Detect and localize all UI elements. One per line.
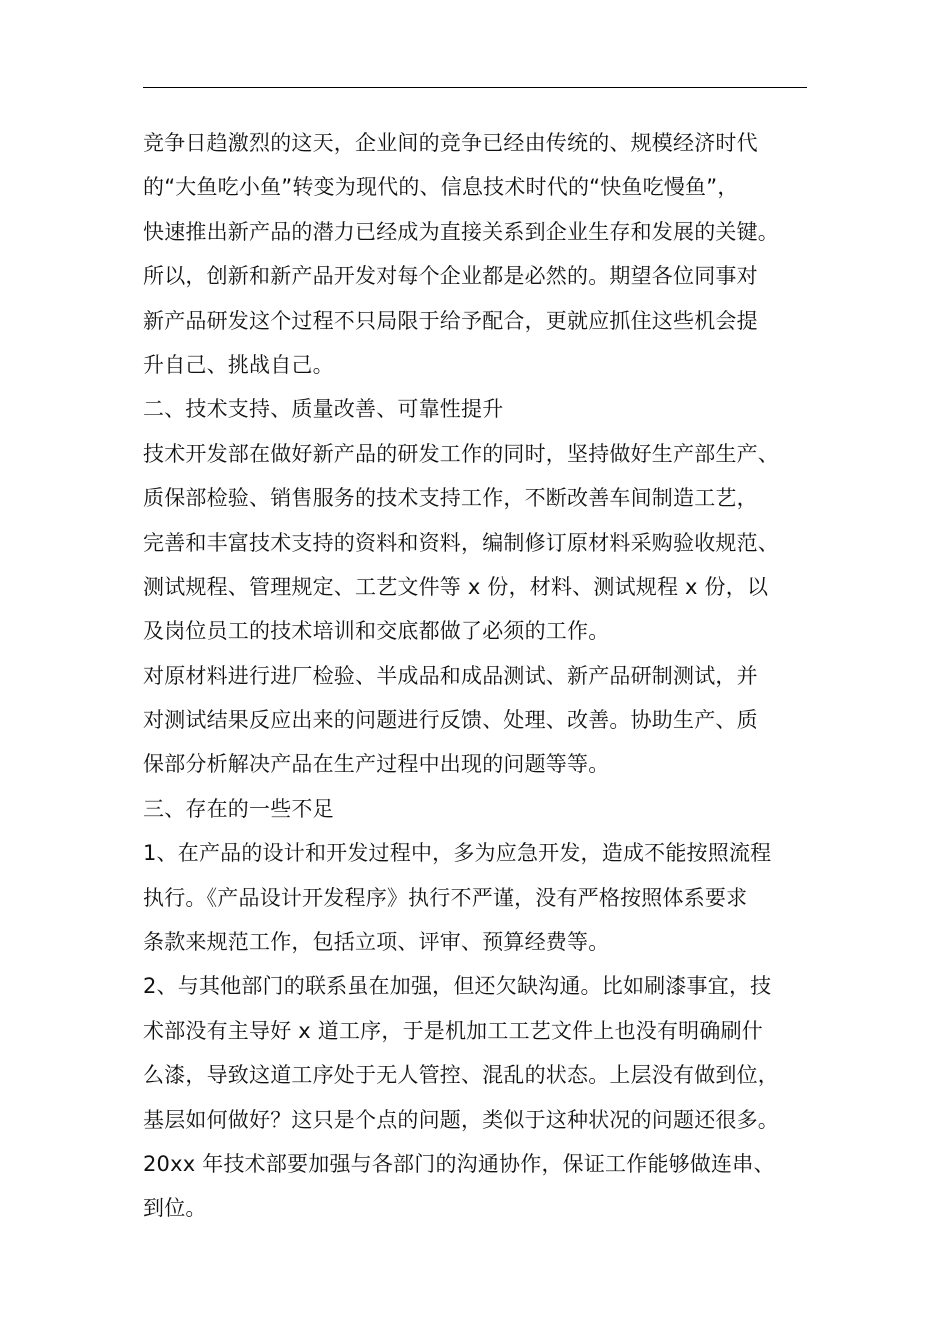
text-line: 测试规程、管理规定、工艺文件等 x 份，材料、测试规程 x 份，以 xyxy=(143,574,769,599)
body-text xyxy=(143,121,818,1231)
text-line: 条款来规范工作，包括立项、评审、预算经费等。 xyxy=(143,930,610,955)
text-line: 到位。 xyxy=(143,1196,207,1221)
text-line: 对原材料进行进厂检验、半成品和成品测试、新产品研制测试，并 xyxy=(143,663,758,688)
text-line: 快速推出新产品的潜力已经成为直接关系到企业生存和发展的关键。 xyxy=(143,219,779,244)
text-line: 的“大鱼吃小鱼”转变为现代的、信息技术时代的“快鱼吃慢鱼”， xyxy=(143,175,739,200)
text-line: 执行。《产品设计开发程序》执行不严谨，没有严格按照体系要求 xyxy=(143,885,748,910)
section-heading: 二、技术支持、质量改善、可靠性提升 xyxy=(143,397,504,422)
text-line: 及岗位员工的技术培训和交底都做了必须的工作。 xyxy=(143,619,610,644)
text-line: 所以，创新和新产品开发对每个企业都是必然的。期望各位同事对 xyxy=(143,264,758,289)
text-line: 么漆，导致这道工序处于无人管控、混乱的状态。上层没有做到位， xyxy=(143,1063,779,1088)
text-line: 1、在产品的设计和开发过程中，多为应急开发，造成不能按照流程 xyxy=(143,841,772,866)
text-line: 竞争日趋激烈的这天，企业间的竞争已经由传统的、规模经济时代 xyxy=(143,131,758,155)
text-line: 升自己、挑战自己。 xyxy=(143,352,334,377)
text-line: 术部没有主导好 x 道工序，于是机加工工艺文件上也没有明确刷什 xyxy=(143,1018,763,1043)
text-line: 新产品研发这个过程不只局限于给予配合，更就应抓住这些机会提 xyxy=(143,308,758,333)
text-line: 20xx 年技术部要加强与各部门的沟通协作，保证工作能够做连串、 xyxy=(143,1151,775,1176)
text-line: 2、与其他部门的联系虽在加强，但还欠缺沟通。比如刷漆事宜，技 xyxy=(143,974,772,999)
text-line: 技术开发部在做好新产品的研发工作的同时，坚持做好生产部生产、 xyxy=(143,441,779,466)
header-rule xyxy=(143,87,807,88)
text-line: 对测试结果反应出来的问题进行反馈、处理、改善。协助生产、质 xyxy=(143,708,758,733)
text-line: 完善和丰富技术支持的资料和资料，编制修订原材料采购验收规范、 xyxy=(143,530,779,555)
text-line: 基层如何做好？这只是个点的问题，类似于这种状况的问题还很多。 xyxy=(143,1107,779,1132)
text-line: 保部分析解决产品在生产过程中出现的问题等等。 xyxy=(143,752,610,777)
text-line: 质保部检验、销售服务的技术支持工作，不断改善车间制造工艺， xyxy=(143,486,758,511)
section-heading: 三、存在的一些不足 xyxy=(143,796,334,821)
